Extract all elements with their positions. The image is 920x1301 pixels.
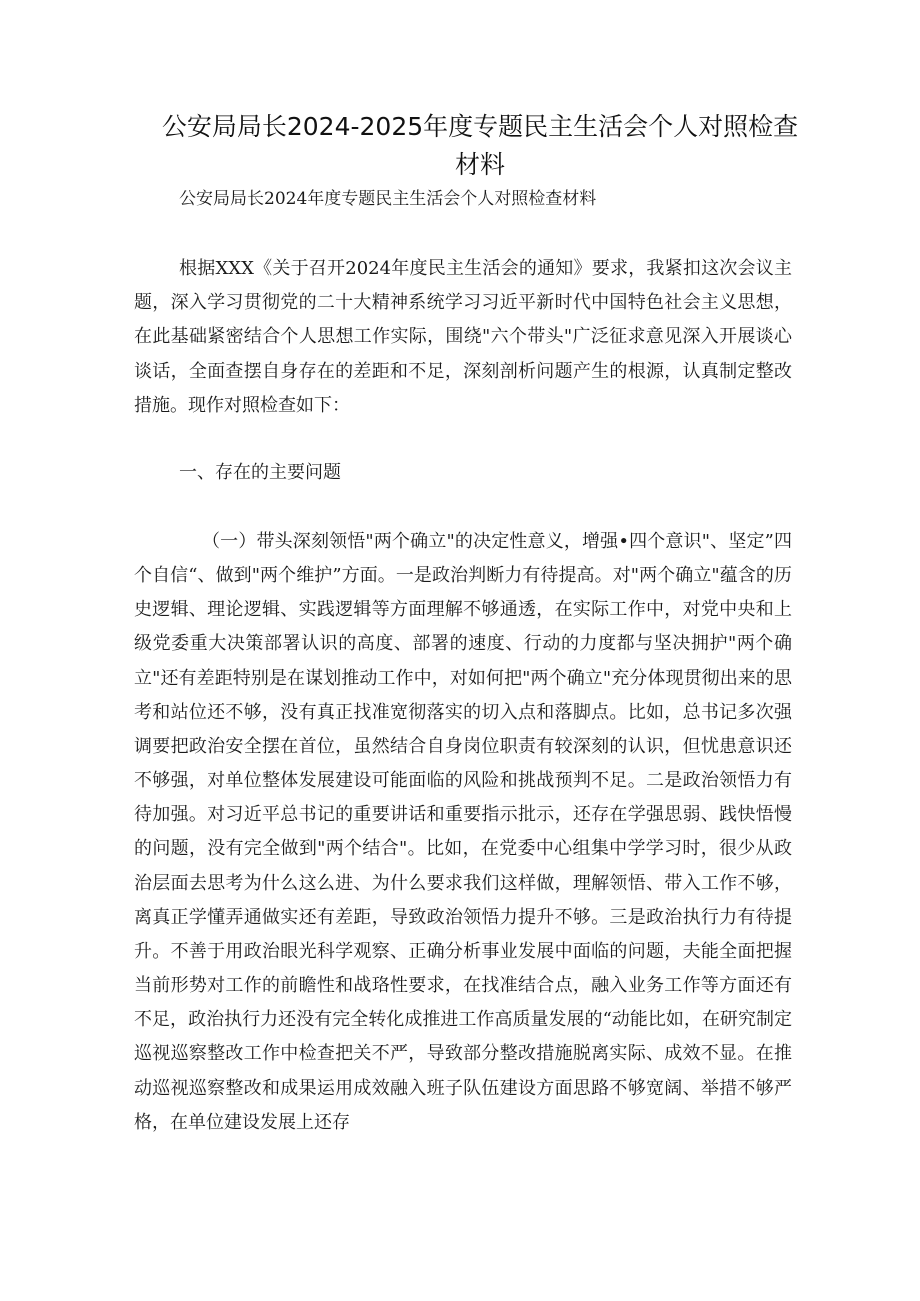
intro-paragraph: 根据XXX《关于召开2024年度民主生活会的通知》要求，我紧扣这次会议主题，深入学习贯彻党的二十大精神系统学习习近平新时代中国特色社会主义思想，在此基础紧密结合个人思想工作实际，围绕"六个带头"广泛征求意见深入开展谈心谈话，全面查摆自身存在的差距和不足，深刻剖析问题产生的根源，认真制定整改措施。现作对照检查如下： [134, 258, 792, 416]
section-heading: 一、存在的主要问题 [179, 462, 341, 483]
document-subtitle: 公安局局长2024年度专题民主生活会个人对照检查材料 [179, 189, 597, 209]
section-paragraph: （一）带头深刻领悟"两个确立"的决定性意义，增强•四个意识"、坚定”四个自信“、做到"两个维护”方面。一是政治判断力有待提高。对"两个确立"蕴含的历史逻辑、理论逻辑、实践逻辑等方面理解不够通透，在实际工作中，对党中央和上级党委重大决策部署认识的高度、部署的速度、行动的力度都与坚决拥护"两个确立"还有差距特别是在谋划推动工作中，对如何把"两个确立"充分体现贯彻出来的思考和站位还不够，没有真正找准宽彻落实的切入点和落脚点。比如，总书记多次强调要把政治安全摆在首位，虽然结合自身岗位职责有较深刻的认识，但忧患意识还不够强，对单位整体发展建设可能面临的风险和挑战预判不足。二是政治领悟力有待加强。对习近平总书记的重要讲话和重要指示批示，还存在学强思弱、践快悟慢的问题，没有完全做到"两个结合"。比如，在党委中心组集中学学习时，很少从政治层面去思考为什么这么进、为什么要求我们这样做，理解领悟、带入工作不够，离真正学懂弄通做实还有差距，导致政治领悟力提升不够。三是政治执行力有待提升。不善于用政治眼光科学观察、正确分析事业发展中面临的问题，夫能全面把握当前形势对工作的前瞻性和战珞性要求，在找准结合点，融入业务工作等方面还有不足，政治执行力还没有完全转化成推进工作高质量发展的“动能比如，在研究制定巡视巡察整改工作中检查把关不严，导致部分整改措施脱离实际、成效不显。在推动巡视巡察整改和成果运用成效融入班子队伍建设方面思路不够宽阔、举措不够严格，在单位建设发展上还存 [134, 531, 792, 1133]
document-title: 公安局局长2024-2025年度专题民主生活会个人对照检查材料 [161, 112, 799, 179]
